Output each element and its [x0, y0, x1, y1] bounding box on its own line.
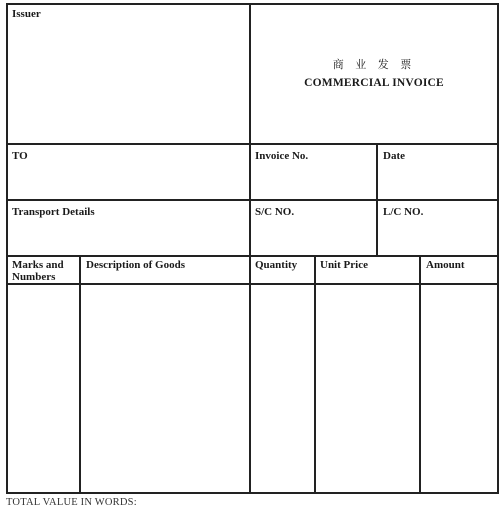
- col-divider-marks: [79, 255, 81, 494]
- invoice-title-chinese: 商 业 发 票: [332, 58, 416, 71]
- col-divider-unit-price: [419, 255, 421, 494]
- date-divider: [376, 143, 378, 256]
- transport-details-label: Transport Details: [12, 206, 95, 218]
- col-divider-quantity: [314, 255, 316, 494]
- invoice-no-label: Invoice No.: [255, 150, 309, 162]
- row-divider-to: [6, 199, 499, 201]
- to-label: TO: [12, 150, 28, 162]
- issuer-label: Issuer: [12, 8, 41, 20]
- date-label: Date: [383, 150, 405, 162]
- column-header-amount: Amount: [426, 259, 465, 271]
- row-divider-header: [6, 143, 499, 145]
- column-header-quantity: Quantity: [255, 259, 298, 271]
- border-left: [6, 3, 8, 494]
- column-header-description: Description of Goods: [86, 259, 185, 271]
- total-value-in-words-label: TOTAL VALUE IN WORDS:: [6, 497, 137, 508]
- border-top: [6, 3, 499, 5]
- column-header-unit-price: Unit Price: [320, 259, 368, 271]
- column-header-marks: Marks and Numbers: [12, 259, 64, 283]
- lc-no-label: L/C NO.: [383, 206, 424, 218]
- sc-no-label: S/C NO.: [255, 206, 295, 218]
- invoice-title-english: COMMERCIAL INVOICE: [304, 77, 444, 89]
